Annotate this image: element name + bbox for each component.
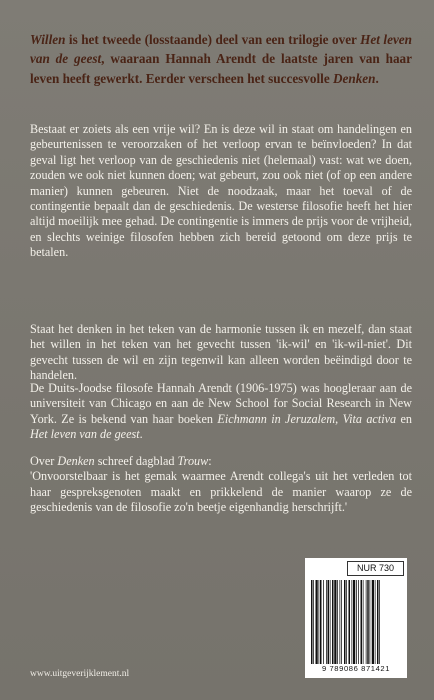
barcode-bar	[323, 580, 324, 664]
nur-label: NUR 730	[347, 561, 404, 576]
barcode-bar	[375, 580, 376, 664]
intro-paragraph	[30, 30, 412, 88]
review-intro-2: schreef dagblad	[94, 454, 178, 468]
author-bio-paragraph	[30, 381, 412, 443]
barcode-bar	[352, 580, 353, 664]
barcode-bar	[340, 580, 341, 664]
barcode-bar	[326, 580, 327, 664]
barcode-bar	[363, 580, 364, 664]
barcode-bar	[379, 580, 380, 664]
barcode-bar	[311, 580, 313, 664]
barcode-bar	[361, 580, 363, 664]
intro-title-trilogy: Het leven van de geest	[30, 32, 412, 67]
barcode-bar	[358, 580, 359, 664]
barcode-bar	[320, 580, 322, 664]
barcode-bar	[337, 580, 338, 664]
barcode-bar	[334, 580, 336, 664]
barcode-bar	[377, 580, 379, 664]
barcode-bar	[341, 580, 342, 664]
review-quote: 'Onvoorstelbaar is het gemak waarmee Arendt collega's uit het verleden tot haar gespreksgenoten maakt en prikkelend de manier waarop ze de geschiedenis van de filosofie zo'n beetje eigenhandig herschrijft.'	[30, 469, 412, 515]
isbn-number: 9 789086 871421	[321, 664, 391, 673]
barcode-bar	[344, 580, 346, 664]
barcode-bar	[367, 580, 369, 664]
book-title-leven-geest: Het leven van de geest	[30, 427, 140, 442]
barcode-bar	[353, 580, 355, 664]
author-bio-end: .	[139, 427, 143, 442]
barcode-bar	[372, 580, 374, 664]
body-paragraph-free-will: Bestaat er zoiets als een vrije wil? En is deze wil in staat om handelingen en gebeurtenissen te veroorzaken of het verloop ervan te beïnvloeden? In dat geval ligt het verloop van de geschiedenis niet (helemaal) vast: wat we doen, zouden we ook niet kunnen doen; wat gebeurt, zou ook niet (of op een andere manier) kunnen gebeuren. Niet de noodzaak, maar het toeval of de contingentie bepaalt dan de geschiedenis. De westerse filosofie heeft het hier altijd moeilijk mee gehad. De contingentie is immers de prijs voor de vrijheid, en slechts weinige filosofen hebben zich bereid getoond om deze prijs te betalen.	[30, 122, 412, 260]
review-intro-3: :	[208, 454, 212, 468]
review-book-title: Denken	[57, 454, 95, 468]
intro-text-3: .	[375, 70, 379, 86]
intro-text-2: , waaraan Hannah Arendt de laatste jaren van haar leven heeft gewerkt. Eerder verscheen het succesvolle	[30, 51, 412, 86]
intro-title-willen: Willen	[30, 32, 66, 47]
review-newspaper: Trouw	[177, 454, 209, 468]
barcode-bar	[366, 580, 367, 664]
barcode-bar	[319, 580, 320, 664]
book-title-eichmann: Eichmann in Jeruzalem	[217, 411, 336, 426]
barcode-bar	[328, 580, 330, 664]
barcode-bar	[316, 580, 318, 664]
review-intro-1: Over	[30, 454, 58, 468]
author-bio-and: en	[396, 411, 412, 426]
intro-title-denken: Denken	[332, 70, 376, 86]
intro-text-1: is het tweede (losstaande) deel van een trilogie over	[65, 32, 361, 47]
author-bio-text: De Duits-Joodse filosofe Hannah Arendt (1906-1975) was hoogleraar aan de universiteit van Chicago en aan de New School for Social Research in New York. Ze is bekend van haar boeken	[30, 381, 412, 426]
barcode-bar	[370, 580, 371, 664]
author-bio-separator: ,	[335, 411, 343, 426]
barcode-bar	[332, 580, 334, 664]
barcode-bar	[356, 580, 357, 664]
isbn-barcode	[309, 580, 403, 664]
publisher-url: www.uitgeverijklement.nl	[30, 669, 130, 679]
barcode-bar	[330, 580, 331, 664]
body-paragraph-willing: Staat het denken in het teken van de harmonie tussen ik en mezelf, dan staat het willen in het teken van het gevecht tussen 'ik-wil' en 'ik-wil-niet'. Dit gevecht tussen de wil en zijn tegenwil kan alleen worden beëindigd door te handelen.	[30, 322, 412, 383]
barcode-bar	[346, 580, 347, 664]
review-paragraph	[30, 454, 412, 516]
barcode-bar	[313, 580, 314, 664]
book-title-vita-activa: Vita activa	[342, 411, 397, 426]
barcode-bar	[349, 580, 351, 664]
